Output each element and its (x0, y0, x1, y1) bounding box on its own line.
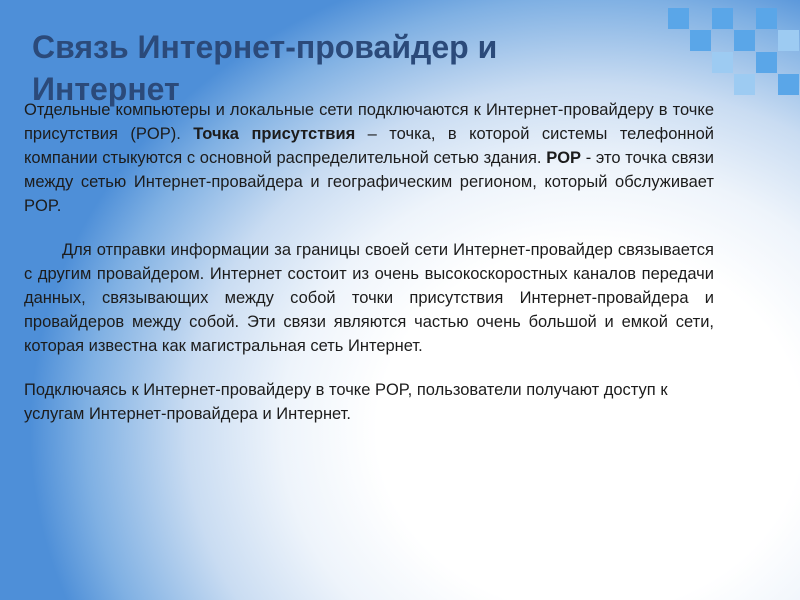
slide-body (24, 98, 714, 426)
decor-square (734, 30, 755, 51)
decor-square (690, 30, 711, 51)
decor-square (712, 8, 733, 29)
term-point-of-presence: Точка присутствия (193, 125, 356, 143)
term-pop: POP (546, 149, 582, 167)
paragraph-access: Подключаясь к Интернет-провайдеру в точке POP, пользователи получают доступ к услугам Интернет-провайдера и Интернет. (24, 381, 668, 423)
paragraph-backbone: Для отправки информации за границы своей сети Интернет-провайдер связывается с другим провайдером. Интернет состоит из очень высокоскоростных каналов передачи данных, связывающих между собой точки присутствия Интернет-провайдера и провайдеров между собой. Эти связи являются частью очень большой и емкой сети, которая известна как магистральная сеть Интернет. (24, 241, 714, 355)
decor-square (778, 74, 799, 95)
slide-title: Связь Интернет-провайдер и Интернет (32, 29, 498, 107)
decor-square (778, 30, 799, 51)
paragraph-pop-text-1: Отдельные компьютеры и локальные сети подключаются к Интернет-провайдеру в точке присутствия (POP). (24, 101, 714, 143)
decor-square (668, 8, 689, 29)
paragraph-pop (24, 98, 714, 218)
decor-square (734, 74, 755, 95)
paragraph-pop-text-2: – точка, в которой системы телефонной компании стыкуются с основной распределительной сетью здания. (24, 125, 714, 167)
paragraph-pop-text-3: - это точка связи между сетью Интернет-провайдера и географическим регионом, который обслуживает POP. (24, 149, 715, 215)
decor-square (756, 8, 777, 29)
decor-square (756, 52, 777, 73)
decor-square (712, 52, 733, 73)
